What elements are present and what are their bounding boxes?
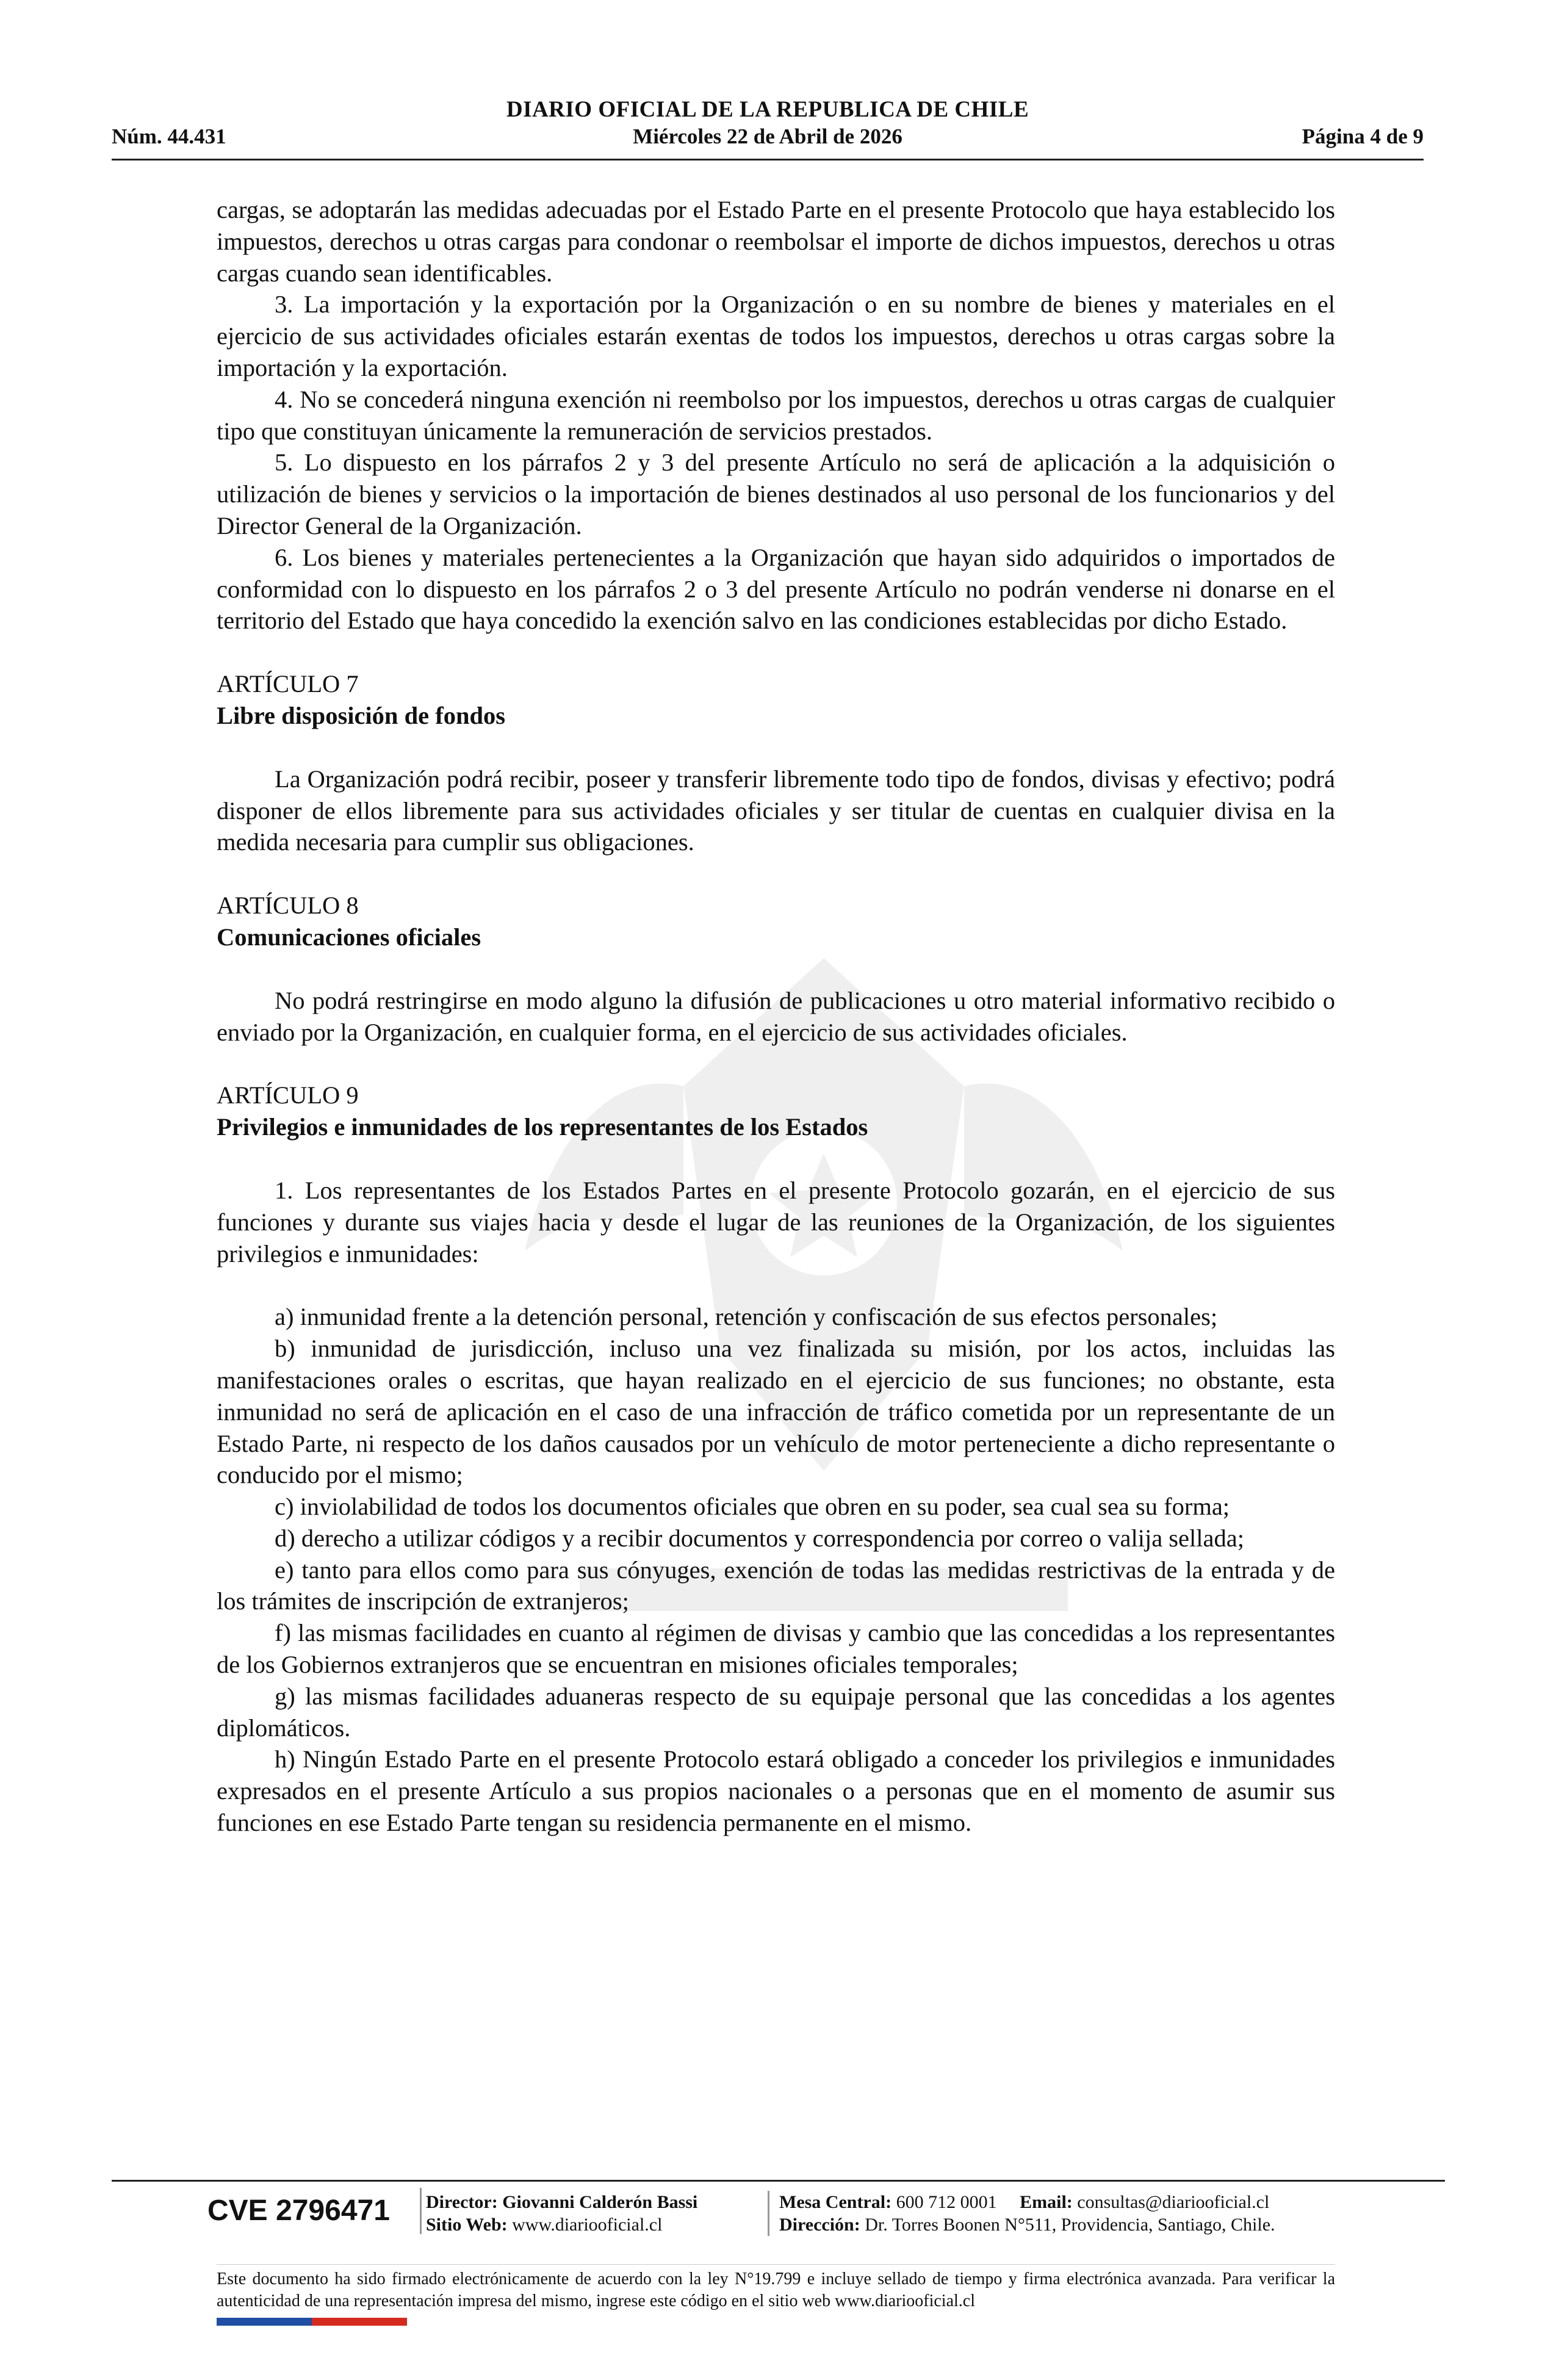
article-9-item-h: h) Ningún Estado Parte en el presente Protocolo estará obligado a conceder los privilegios e inmunidades expresados en el presente Artículo a sus propios nacionales o a personas que en el momento de asumir sus funciones en ese Estado Parte tengan su residencia permanente en el mismo. [217,1745,1335,1837]
issue-date: Miércoles 22 de Abril de 2026 [633,124,902,148]
page-header [112,92,1424,160]
cve-code: CVE 2796471 [207,2188,422,2234]
newspaper-title: DIARIO OFICIAL DE LA REPUBLICA DE CHILE [506,97,1029,122]
article-8-text: No podrá restringirse en modo alguno la difusión de publicaciones u otro material informativo recibido o enviado por la Organización, en cualquier forma, en el ejercicio de sus actividades oficiales. [217,986,1335,1046]
director-name: Giovanni Calderón Bassi [502,2192,698,2212]
document-body [217,194,1335,1839]
article-9-item-f: f) las mismas facilidades en cuanto al régimen de divisas y cambio que las concedidas a los representantes de los Gobiernos extranjeros que se encuentran en misiones oficiales temporales; [217,1619,1335,1679]
email-link[interactable]: consultas@diariooficial.cl [1077,2192,1270,2212]
footer-director-block [426,2191,697,2236]
article-9-intro: 1. Los representantes de los Estados Partes en el presente Protocolo gozarán, en el ejercicio de sus funciones y durante sus viajes hacia y desde el lugar de las reuniones de la Organización, de los siguientes privilegios e inmunidades: [217,1176,1335,1268]
page-number: Página 4 de 9 [1302,124,1424,148]
issue-number: Núm. 44.431 [112,124,226,148]
article-8-title: Comunicaciones oficiales [217,923,481,951]
article-9-item-c: c) inviolabilidad de todos los documentos oficiales que obren en su poder, sea cual sea su forma; [275,1493,1230,1521]
paragraph-5: 5. Lo dispuesto en los párrafos 2 y 3 del presente Artículo no será de aplicación a la adquisición o utilización de bienes y servicios o la importación de bienes destinados al uso personal de los funcionarios y del Director General de la Organización. [217,449,1335,539]
article-9-title: Privilegios e inmunidades de los representantes de los Estados [217,1113,868,1141]
paragraph-4: 4. No se concederá ninguna exención ni reembolso por los impuestos, derechos u otras cargas de cualquier tipo que constituyan únicamente la remuneración de servicios prestados. [217,385,1335,445]
article-9-item-b: b) inmunidad de jurisdicción, incluso una vez finalizada su misión, por los actos, incluidas las manifestaciones orales o escritas, que hayan realizado en el ejercicio de sus funciones; no obstante, esta inmunidad no será de aplicación en el caso de una infracción de tráfico cometida por un representante de un Estado Parte, ni respecto de los daños causados por un vehículo de motor perteneciente a dicho representante o conducido por el mismo; [217,1335,1335,1489]
website-link[interactable]: www.diariooficial.cl [512,2215,663,2235]
website-label: Sitio Web: [426,2215,508,2235]
flag-color-bar [217,2318,407,2326]
article-9-item-d: d) derecho a utilizar códigos y a recibir documentos y correspondencia por correo o valija sellada; [275,1524,1244,1552]
director-label: Director: [426,2192,498,2212]
mesa-central-label: Mesa Central: [779,2192,892,2212]
article-7-text: La Organización podrá recibir, poseer y transferir libremente todo tipo de fondos, divisas y efectivo; podrá disponer de ellos libremente para sus actividades oficiales y ser titular de cuentas en cualquier divisa en la medida necesaria para cumplir sus obligaciones. [217,765,1335,856]
article-7-title: Libre disposición de fondos [217,701,506,729]
article-9-heading: ARTÍCULO 9 [217,1081,359,1109]
article-9-item-g: g) las mismas facilidades aduaneras respecto de su equipaje personal que las concedidas a los agentes diplomáticos. [217,1682,1335,1742]
mesa-central-value: 600 712 0001 [896,2192,997,2212]
footer-divider [112,2180,1445,2182]
paragraph-3: 3. La importación y la exportación por la Organización o en su nombre de bienes y materiales en el ejercicio de sus actividades oficiales estarán exentas de todos los impuestos, derechos u otras cargas sobre la importación y la exportación. [217,290,1335,381]
email-label: Email: [1020,2192,1073,2212]
paragraph-6: 6. Los bienes y materiales pertenecientes a la Organización que hayan sido adquiridos o importados de conformidad con lo dispuesto en los párrafos 2 o 3 del presente Artículo no podrán venderse ni donarse en el territorio del Estado que haya concedido la exención salvo en las condiciones establecidas por dicho Estado. [217,543,1335,635]
flag-blue-segment [217,2318,312,2326]
address-label: Dirección: [779,2215,860,2235]
flag-red-segment [312,2318,407,2326]
footer-contact-block [768,2191,1275,2236]
article-8-heading: ARTÍCULO 8 [217,892,359,920]
article-9-item-e: e) tanto para ellos como para sus cónyuges, exención de todas las medidas restrictivas de la entrada y de los trámites de inscripción de extranjeros; [217,1556,1335,1615]
article-7-heading: ARTÍCULO 7 [217,670,359,698]
address-value: Dr. Torres Boonen N°511, Providencia, Santiago, Chile. [865,2215,1275,2235]
signature-note: Este documento ha sido firmado electrónicamente de acuerdo con la ley N°19.799 e incluye sellado de tiempo y firma electrónica avanzada. Para verificar la autenticidad de una representación impresa del mismo, ingrese este código en el sitio web www.diariooficial.cl [217,2264,1335,2312]
article-9-item-a: a) inmunidad frente a la detención personal, retención y confiscación de sus efectos personales; [275,1303,1218,1331]
paragraph-continuation: cargas, se adoptarán las medidas adecuadas por el Estado Parte en el presente Protocolo que haya establecido los impuestos, derechos u otras cargas para condonar o reembolsar el importe de dichos impuestos, derechos u otras cargas cuando sean identificables. [217,196,1335,287]
